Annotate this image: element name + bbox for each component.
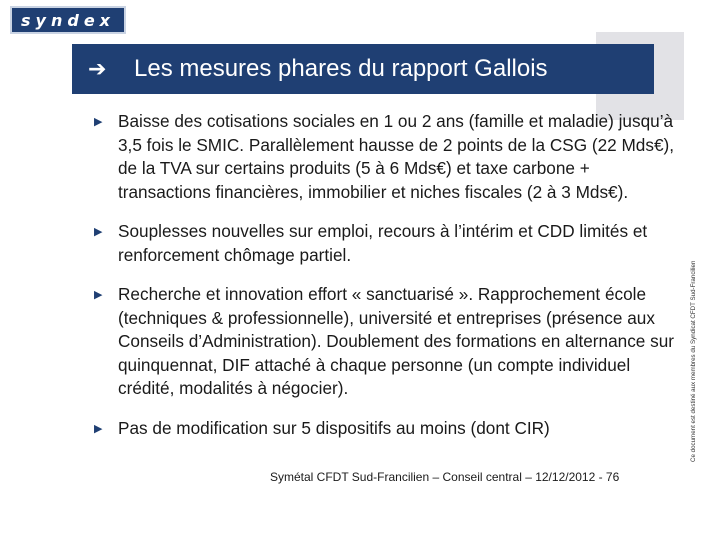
arrow-right-icon: ➔ <box>88 56 107 82</box>
bullet-triangle-icon: ▶ <box>94 225 103 238</box>
slide-title: Les mesures phares du rapport Gallois <box>134 55 548 82</box>
slide-footer: Symétal CFDT Sud-Francilien – Conseil central – 12/12/2012 - 76 <box>270 470 620 484</box>
bullet-triangle-icon: ▶ <box>94 421 103 435</box>
bullet-triangle-icon: ▶ <box>94 288 103 301</box>
bullet-text: Pas de modification sur 5 dispositifs au moins (dont CIR) <box>118 417 550 438</box>
bullet-item-souplesses <box>94 220 674 267</box>
bullet-text: Baisse des cotisations sociales en 1 ou 2 ans (famille et maladie) jusqu’à 3,5 fois le SMIC. Parallèlement hausse de 2 points de la CSG (22 Mds€), de la TVA sur certains produits (5 à 6 Mds€) et taxe carbone + transactions financières, immobilier et niches fiscales (2 à 3 Mds€). <box>118 111 675 202</box>
confidentiality-note: Ce document est destiné aux membres du Syndicat CFDT Sud-Francilien <box>690 260 697 462</box>
bullet-item-cotisations <box>94 110 674 204</box>
bullet-text: Recherche et innovation effort « sanctuarisé ». Rapprochement école (techniques & professionnelle), université et entreprises (présence aux Conseils d’Administration). Doublement des formations en alternance sur quinquennat, DIF attaché à chaque personne (un compte individuel crédité, modalités à négocier). <box>118 284 675 398</box>
logo-text: syndex <box>21 10 115 30</box>
bullet-triangle-icon: ▶ <box>94 115 103 128</box>
bullet-list <box>94 110 674 440</box>
bullet-item-recherche <box>94 283 674 401</box>
slide-title-bar <box>72 44 654 94</box>
bullet-item-dispositifs <box>94 417 674 441</box>
bullet-text: Souplesses nouvelles sur emploi, recours à l’intérim et CDD limités et renforcement chômage partiel. <box>118 221 648 265</box>
syndex-logo <box>10 6 126 34</box>
